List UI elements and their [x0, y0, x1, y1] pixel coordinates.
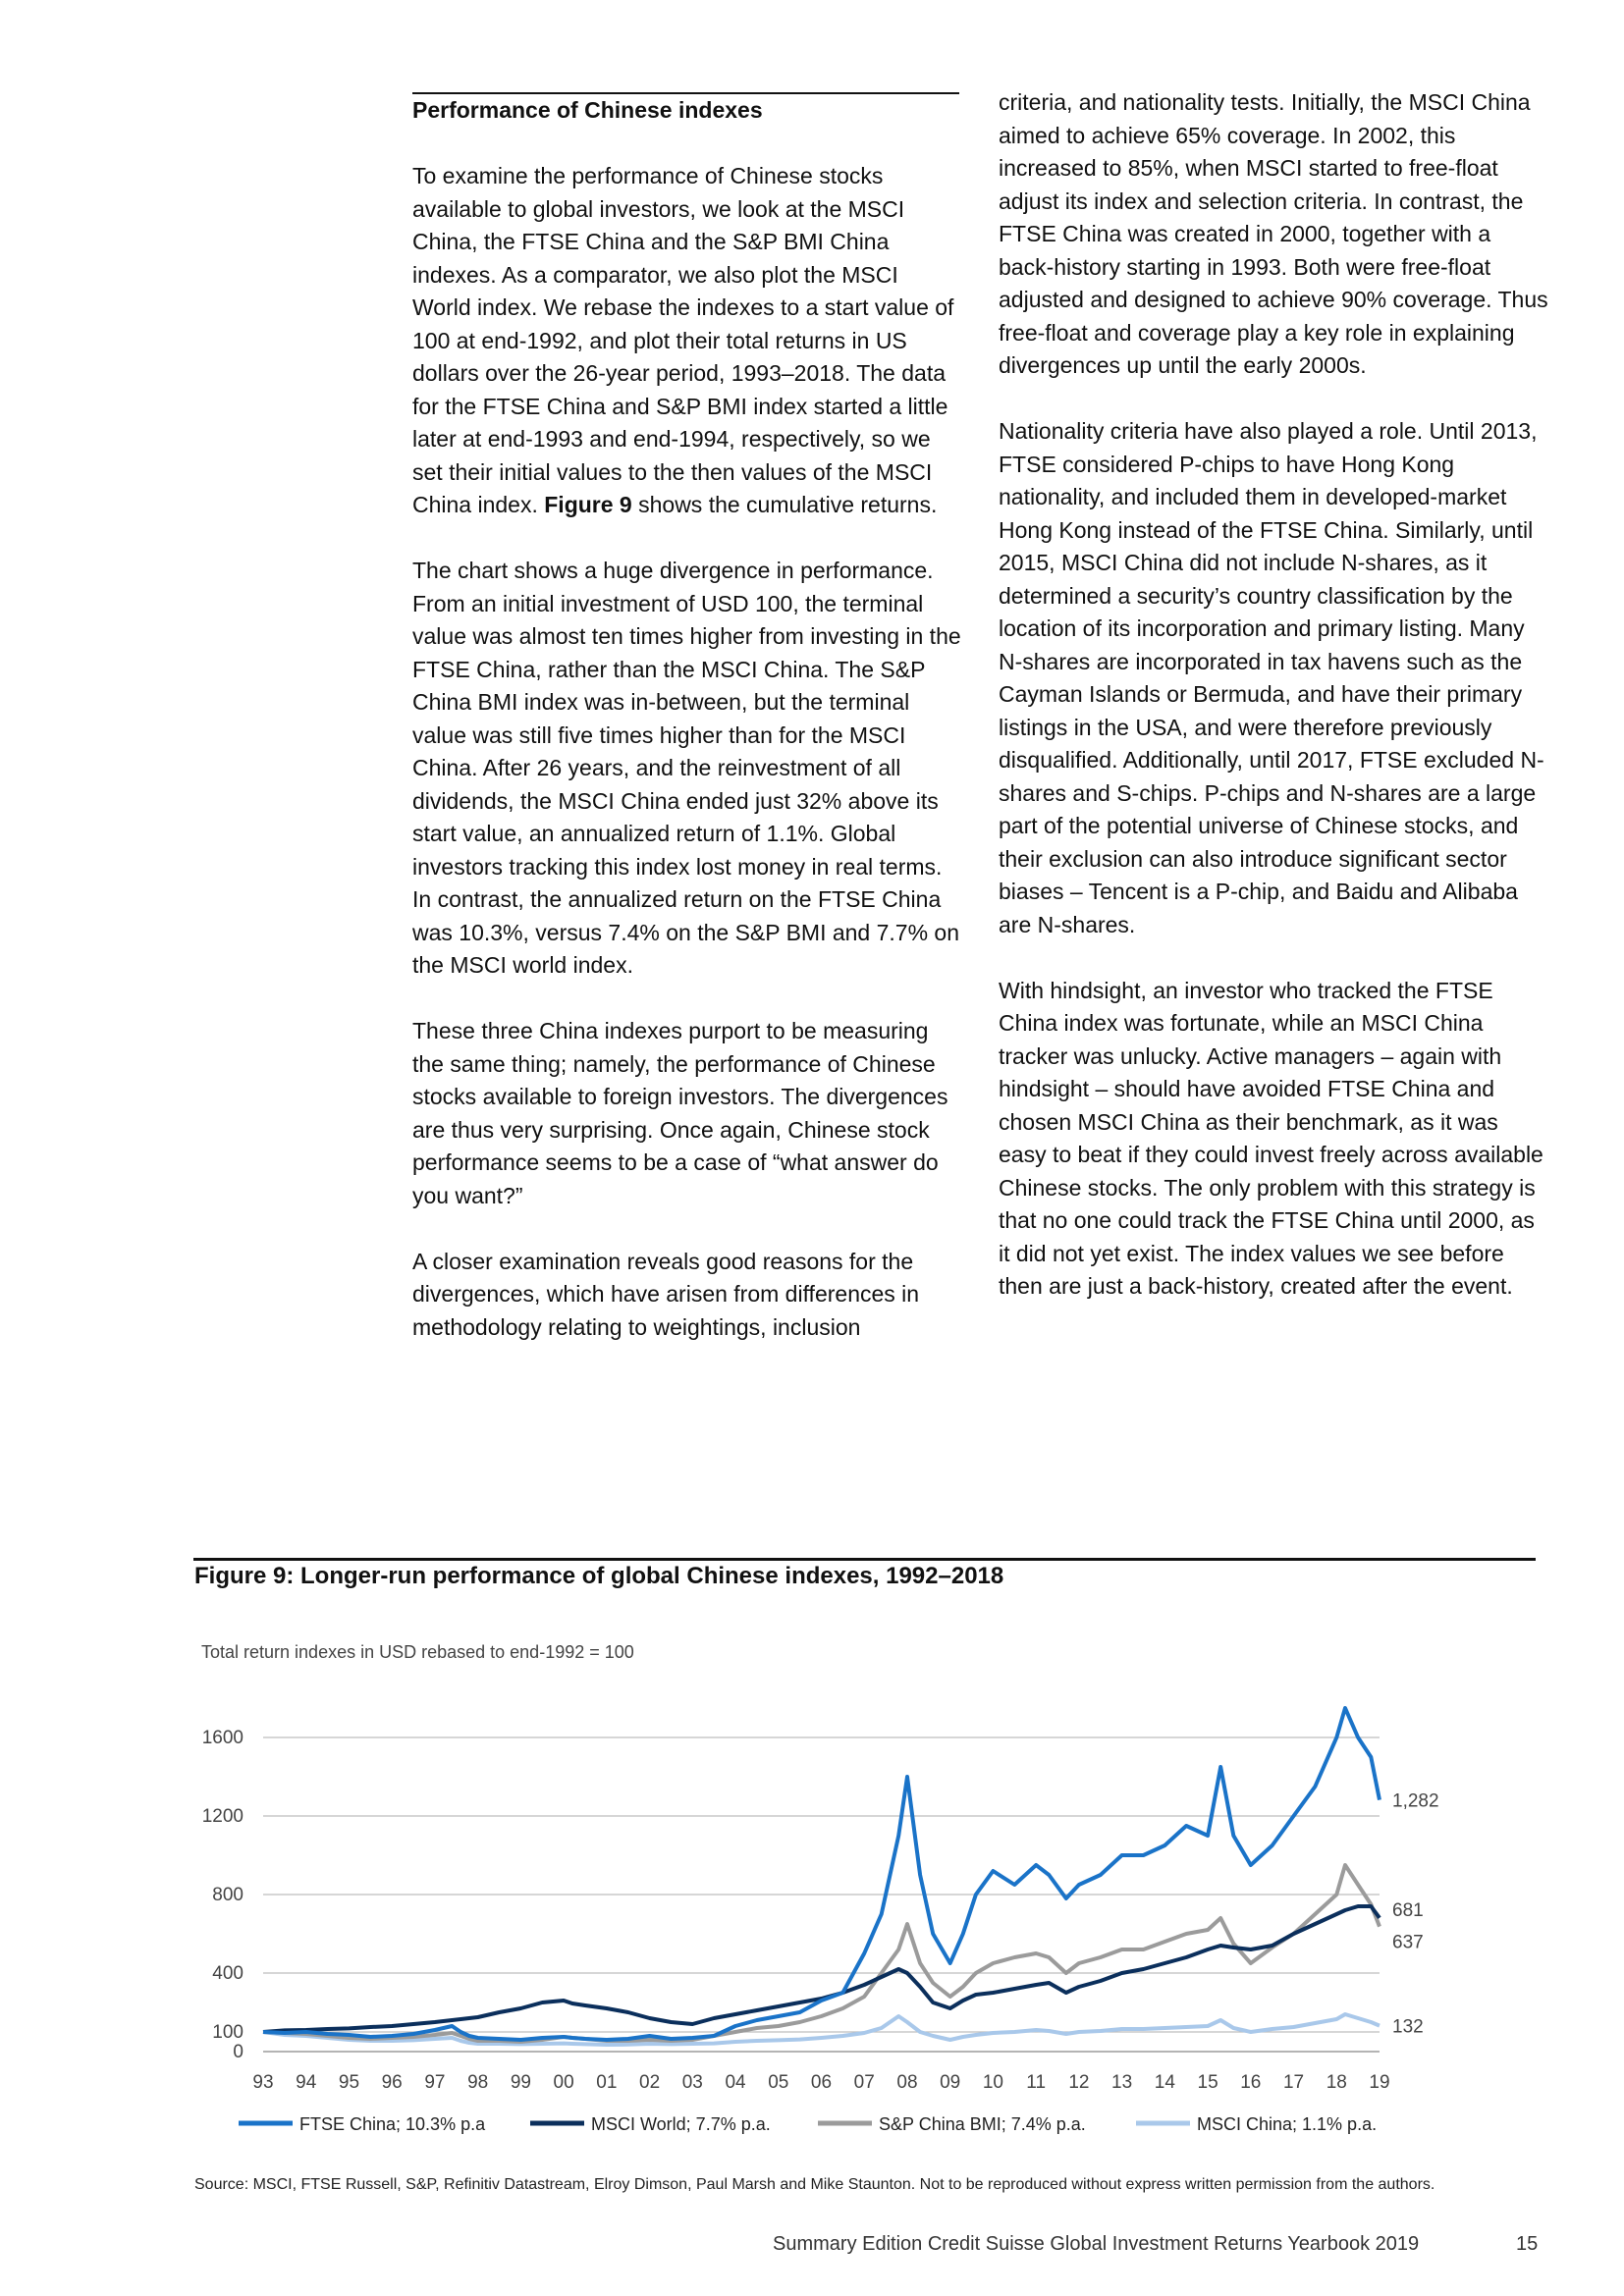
x-tick-label: 17 [1282, 2072, 1305, 2093]
x-tick-label: 00 [553, 2072, 574, 2093]
y-tick-label: 400 [212, 1963, 244, 1984]
y-tick-label: 100 [212, 2022, 244, 2043]
x-tick-label: 12 [1068, 2072, 1090, 2093]
legend-label: S&P China BMI; 7.4% p.a. [879, 2114, 1086, 2134]
y-tick-label: 0 [233, 2042, 244, 2062]
x-tick-label: 02 [639, 2072, 661, 2093]
x-tick-label: 08 [896, 2072, 918, 2093]
end-value-label: 1,282 [1392, 1790, 1439, 1812]
paragraph-text: shows the cumulative returns. [631, 492, 938, 517]
x-tick-label: 95 [338, 2072, 360, 2093]
source-note: Source: MSCI, FTSE Russell, S&P, Refinitiv Datastream, Elroy Dimson, Paul Marsh and Mike Staunton. Not to be reproduced without express written permission from the authors. [194, 2176, 1435, 2193]
x-tick-label: 15 [1197, 2072, 1218, 2093]
end-value-label: 637 [1392, 1932, 1424, 1953]
x-tick-label: 13 [1111, 2072, 1133, 2093]
section-title: Performance of Chinese indexes [412, 97, 763, 123]
y-tick-label: 1200 [201, 1806, 244, 1827]
paragraph: criteria, and nationality tests. Initially, the MSCI China aimed to achieve 65% coverage. In 2002, this increased to 85%, when MSCI started to free-float adjust its index and selection criteria. In contrast, the FTSE China was created in 2000, together with a back-history starting in 1993. Both were free-float adjusted and designed to achieve 90% coverage. Thus free-float and coverage play a key role in explaining divergences up until the early 2000s. [999, 89, 1548, 378]
x-tick-label: 99 [510, 2072, 531, 2093]
paragraph: The chart shows a huge divergence in performance. From an initial investment of USD 100, the terminal value was almost ten times higher from investing in the FTSE China, rather than the MSCI China. The S&P China BMI index was in-between, but the terminal value was still five times higher than for the MSCI China. After 26 years, and the reinvestment of all dividends, the MSCI China ended just 32% above its start value, an annualized return of 1.1%. Global investors tracking this index lost money in real terms. In contrast, the annualized return on the FTSE China was 10.3%, versus 7.4% on the S&P BMI and 7.7% on the MSCI world index. [412, 558, 961, 978]
x-tick-label: 06 [810, 2072, 833, 2093]
x-tick-label: 19 [1369, 2072, 1390, 2093]
series-line [263, 1865, 1380, 2042]
x-tick-label: 01 [596, 2072, 618, 2093]
paragraph: A closer examination reveals good reasons for the divergences, which have arisen from differences in methodology relating to weightings, inclusion [412, 1248, 920, 1340]
x-tick-label: 10 [982, 2072, 1003, 2093]
end-value-label: 132 [1392, 2016, 1424, 2038]
page-number: 15 [1516, 2233, 1539, 2255]
x-tick-label: 98 [467, 2072, 489, 2093]
x-tick-label: 14 [1154, 2072, 1175, 2093]
end-value-label: 681 [1392, 1899, 1424, 1921]
paragraph: Nationality criteria have also played a role. Until 2013, FTSE considered P-chips to have Hong Kong nationality, and included them in developed-market Hong Kong instead of the FTSE China. Similarly, until 2015, MSCI China did not include N-shares, as it determined a security’s country classification by the location of its incorporation and primary listing. Many N-shares are incorporated in tax havens such as the Cayman Islands or Bermuda, and have their primary listings in the USA, and were therefore previously disqualified. Additionally, until 2017, FTSE excluded N-shares and S-chips. P-chips and N-shares are a large part of the potential universe of Chinese stocks, and their exclusion can also introduce significant sector biases – Tencent is a P-chip, and Baidu and Alibaba are N-shares. [999, 418, 1544, 937]
legend-label: MSCI China; 1.1% p.a. [1197, 2114, 1378, 2134]
y-tick-label: 1600 [201, 1728, 244, 1748]
chart-subtitle: Total return indexes in USD rebased to end-1992 = 100 [201, 1642, 634, 1662]
x-tick-label: 97 [424, 2072, 446, 2093]
paragraph-text: To examine the performance of Chinese stocks available to global investors, we look at the MSCI China, the FTSE China and the S&P BMI China indexes. As a comparator, we also plot the MSCI World index. We rebase the indexes to a start value of 100 at end-1992, and plot their total returns in US dollars over the 26-year period, 1993–2018. The data for the FTSE China and S&P BMI index started a little later at end-1993 and end-1994, respectively, so we set their initial values to the then values of the MSCI China index. [412, 163, 954, 517]
running-title: Summary Edition Credit Suisse Global Investment Returns Yearbook 2019 [773, 2233, 1420, 2255]
paragraph: These three China indexes purport to be measuring the same thing; namely, the performance of Chinese stocks available to foreign investors. The divergences are thus very surprising. Once again, Chinese stock performance seems to be a case of “what answer do you want?” [412, 1018, 948, 1208]
x-tick-label: 16 [1240, 2072, 1262, 2093]
x-tick-label: 07 [853, 2072, 875, 2093]
x-tick-label: 05 [768, 2072, 789, 2093]
legend-label: FTSE China; 10.3% p.a [299, 2114, 486, 2134]
x-tick-label: 09 [940, 2072, 961, 2093]
y-tick-label: 800 [212, 1885, 244, 1905]
x-tick-label: 93 [252, 2072, 274, 2093]
x-tick-label: 94 [296, 2072, 317, 2093]
figure-title: Figure 9: Longer-run performance of global Chinese indexes, 1992–2018 [194, 1563, 1004, 1589]
x-tick-label: 03 [681, 2072, 703, 2093]
x-tick-label: 18 [1326, 2072, 1347, 2093]
paragraph: With hindsight, an investor who tracked the FTSE China index was fortunate, while an MSCI China tracker was unlucky. Active managers – again with hindsight – should have avoided FTSE China and chosen MSCI China as their benchmark, as it was easy to beat if they could invest freely across available Chinese stocks. The only problem with this strategy is that no one could track the FTSE China until 2000, as it did not yet exist. The index values we see before then are just a back-history, created after the event. [999, 977, 1543, 1299]
x-tick-label: 96 [381, 2072, 403, 2093]
x-tick-label: 04 [725, 2072, 746, 2093]
figure-reference: Figure 9 [544, 492, 632, 517]
series-line [263, 1708, 1380, 2040]
x-tick-label: 11 [1026, 2072, 1047, 2093]
legend-label: MSCI World; 7.7% p.a. [591, 2114, 771, 2134]
